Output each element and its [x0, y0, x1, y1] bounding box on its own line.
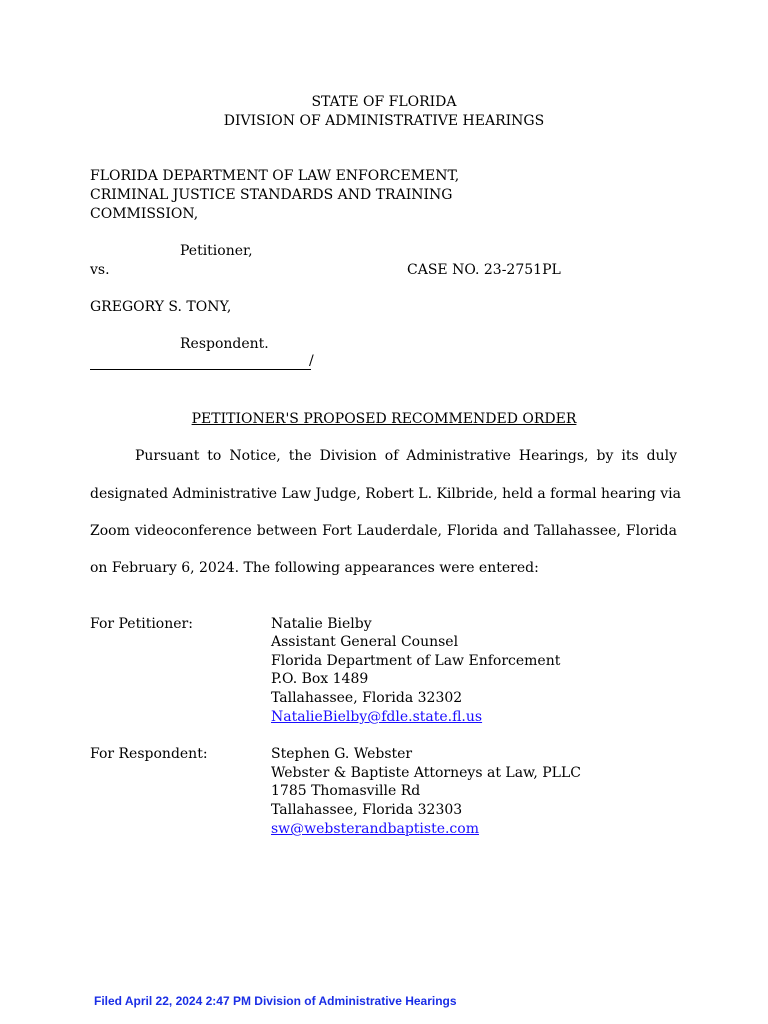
body-line-3: Zoom videoconference between Fort Lauderdale, Florida and Tallahassee, Florida — [90, 523, 677, 539]
body-line-4: on February 6, 2024. The following appearances were entered: — [90, 560, 539, 576]
petitioner-name-line-1: FLORIDA DEPARTMENT OF LAW ENFORCEMENT, — [90, 168, 460, 184]
respondent-counsel-city: Tallahassee, Florida 32303 — [271, 802, 463, 818]
body-line-2: designated Administrative Law Judge, Robert L. Kilbride, held a formal hearing via — [90, 486, 681, 502]
versus-label: vs. — [90, 262, 110, 278]
respondent-counsel-firm: Webster & Baptiste Attorneys at Law, PLLC — [271, 765, 581, 781]
petitioner-email-link[interactable]: NatalieBielby@fdle.state.fl.us — [271, 709, 483, 725]
document-title: PETITIONER'S PROPOSED RECOMMENDED ORDER — [191, 411, 577, 427]
respondent-counsel-name: Stephen G. Webster — [271, 746, 413, 762]
caption-signature-line — [90, 369, 311, 370]
caption-slash: / — [309, 353, 314, 369]
respondent-name: GREGORY S. TONY, — [90, 299, 232, 315]
body-line-1: Pursuant to Notice, the Division of Administrative Hearings, by its duly — [135, 448, 677, 464]
respondent-email-link[interactable]: sw@websterandbaptiste.com — [271, 821, 479, 837]
petitioner-counsel-agency: Florida Department of Law Enforcement — [271, 653, 561, 669]
header-state: STATE OF FLORIDA — [311, 94, 457, 110]
case-number: CASE NO. 23-2751PL — [407, 262, 561, 278]
respondent-appearance-label: For Respondent: — [90, 746, 208, 762]
petitioner-counsel-name: Natalie Bielby — [271, 616, 372, 632]
petitioner-role: Petitioner, — [180, 243, 253, 259]
respondent-counsel-street: 1785 Thomasville Rd — [271, 783, 421, 799]
petitioner-name-line-2: CRIMINAL JUSTICE STANDARDS AND TRAINING — [90, 187, 453, 203]
header-division: DIVISION OF ADMINISTRATIVE HEARINGS — [223, 113, 545, 129]
respondent-role: Respondent. — [180, 336, 269, 352]
petitioner-counsel-pobox: P.O. Box 1489 — [271, 671, 369, 687]
filing-stamp: Filed April 22, 2024 2:47 PM Division of Administrative Hearings — [94, 994, 457, 1008]
petitioner-name-line-3: COMMISSION, — [90, 206, 199, 222]
petitioner-counsel-city: Tallahassee, Florida 32302 — [271, 690, 463, 706]
petitioner-appearance-label: For Petitioner: — [90, 616, 193, 632]
petitioner-counsel-title: Assistant General Counsel — [271, 634, 459, 650]
